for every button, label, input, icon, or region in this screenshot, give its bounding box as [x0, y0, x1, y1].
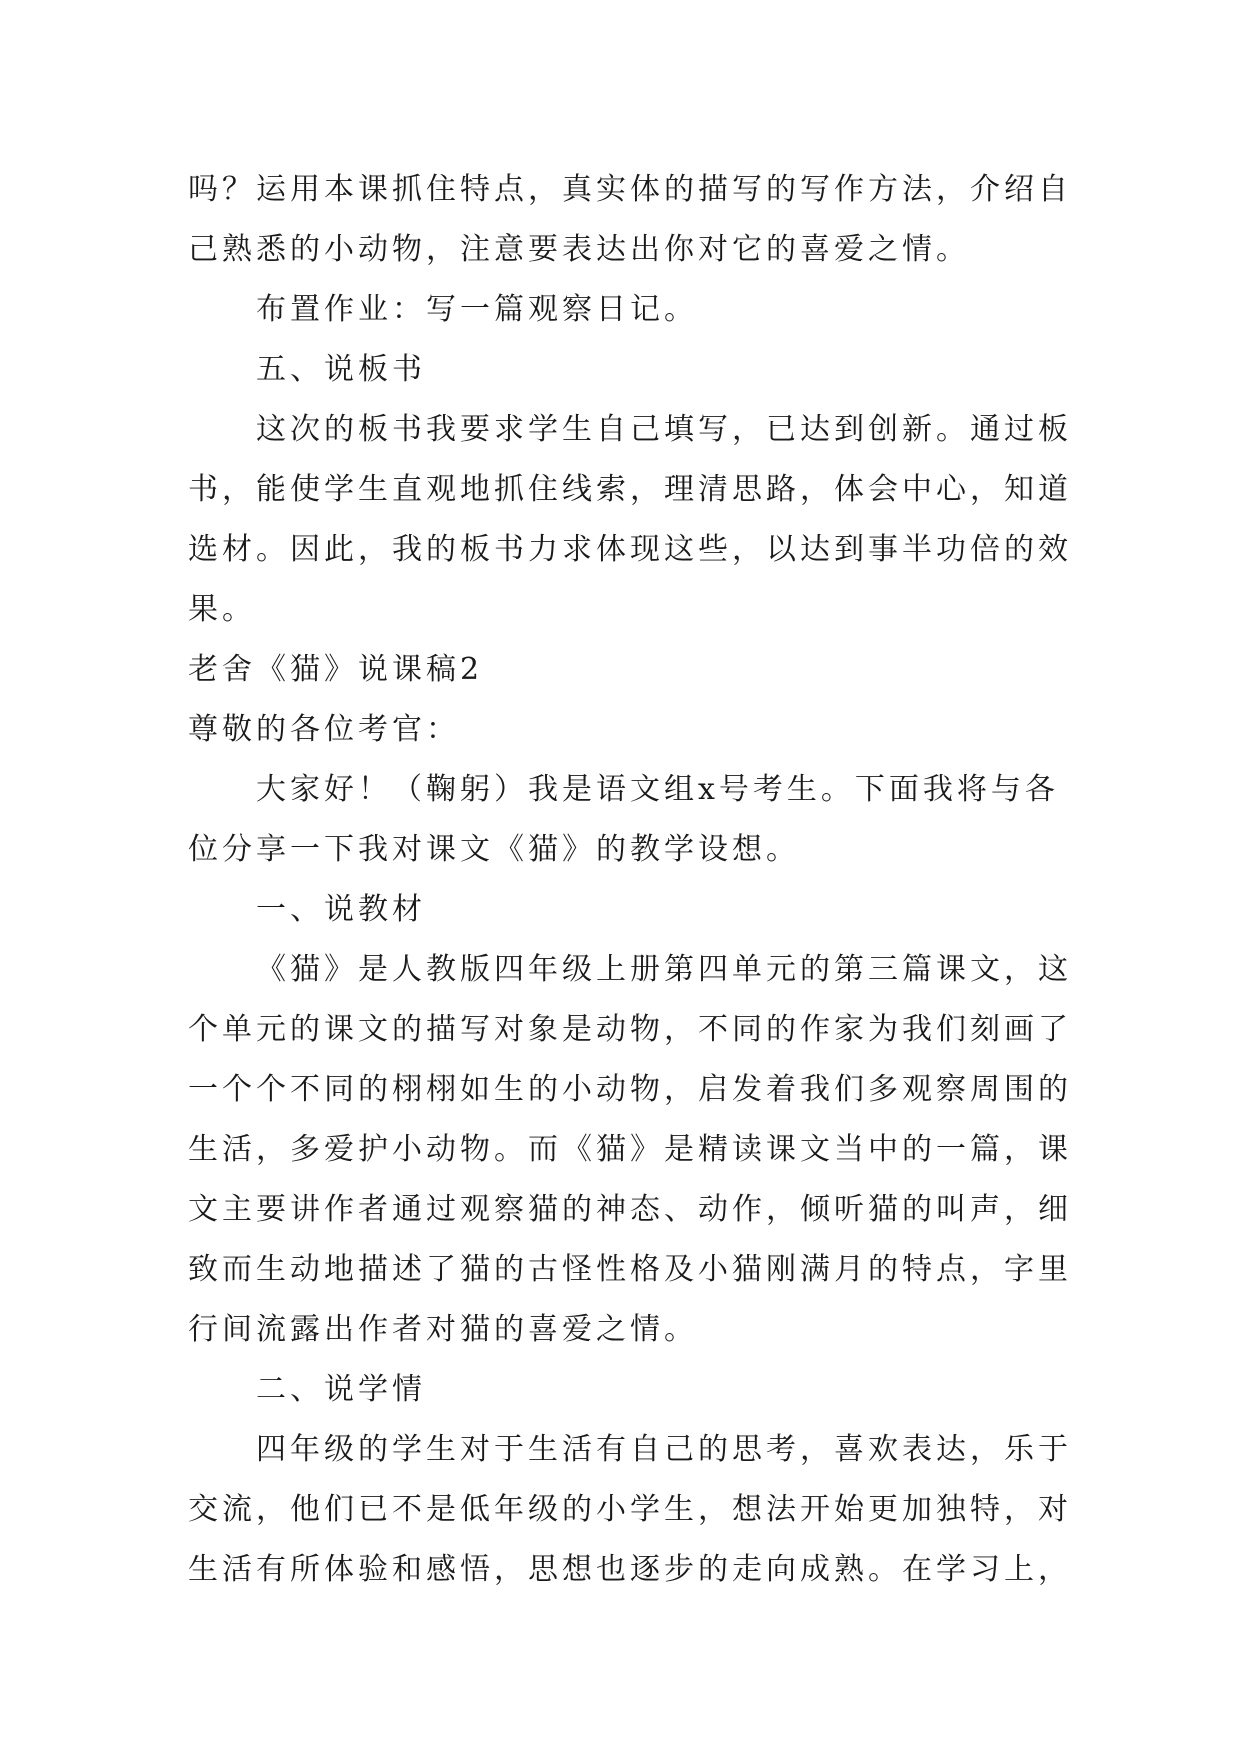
- text-line: 选材。因此，我的板书力求体现这些，以达到事半功倍的效: [188, 532, 1072, 567]
- document-body: [188, 160, 1072, 1600]
- text-line: 尊敬的各位考官：: [188, 712, 460, 747]
- text-line: 四年级的学生对于生活有自己的思考，喜欢表达，乐于: [256, 1432, 1072, 1467]
- text-line: 一个个不同的栩栩如生的小动物，启发着我们多观察周围的: [188, 1072, 1072, 1107]
- text-line: 文主要讲作者通过观察猫的神态、动作，倾听猫的叫声，细: [188, 1192, 1072, 1227]
- text-line: 《猫》是人教版四年级上册第四单元的第三篇课文，这: [256, 952, 1072, 987]
- text-line: 生活，多爱护小动物。而《猫》是精读课文当中的一篇，课: [188, 1132, 1072, 1167]
- text-line: 交流，他们已不是低年级的小学生，想法开始更加独特，对: [188, 1492, 1072, 1527]
- text-line: 二、说学情: [256, 1372, 426, 1407]
- text-line: 位分享一下我对课文《猫》的教学设想。: [188, 832, 800, 867]
- text-line: 一、说教材: [256, 892, 426, 927]
- text-line: 吗？运用本课抓住特点，真实体的描写的写作方法，介绍自: [188, 172, 1072, 207]
- text-line: 老舍《猫》说课稿2: [188, 652, 484, 687]
- text-line: 己熟悉的小动物，注意要表达出你对它的喜爱之情。: [188, 232, 970, 267]
- text-line: 行间流露出作者对猫的喜爱之情。: [188, 1312, 698, 1347]
- text-line: 书，能使学生直观地抓住线索，理清思路，体会中心，知道: [188, 472, 1072, 507]
- text-line: 致而生动地描述了猫的古怪性格及小猫刚满月的特点，字里: [188, 1252, 1072, 1287]
- text-line: 布置作业：写一篇观察日记。: [256, 292, 698, 327]
- text-line: 大家好！（鞠躬）我是语文组x号考生。下面我将与各: [256, 772, 1059, 807]
- text-line: 生活有所体验和感悟，思想也逐步的走向成熟。在学习上，: [188, 1552, 1072, 1587]
- text-line: 个单元的课文的描写对象是动物，不同的作家为我们刻画了: [188, 1012, 1072, 1047]
- text-line: 五、说板书: [256, 352, 426, 387]
- text-line: 这次的板书我要求学生自己填写，已达到创新。通过板: [256, 412, 1072, 447]
- text-line: 果。: [188, 592, 256, 627]
